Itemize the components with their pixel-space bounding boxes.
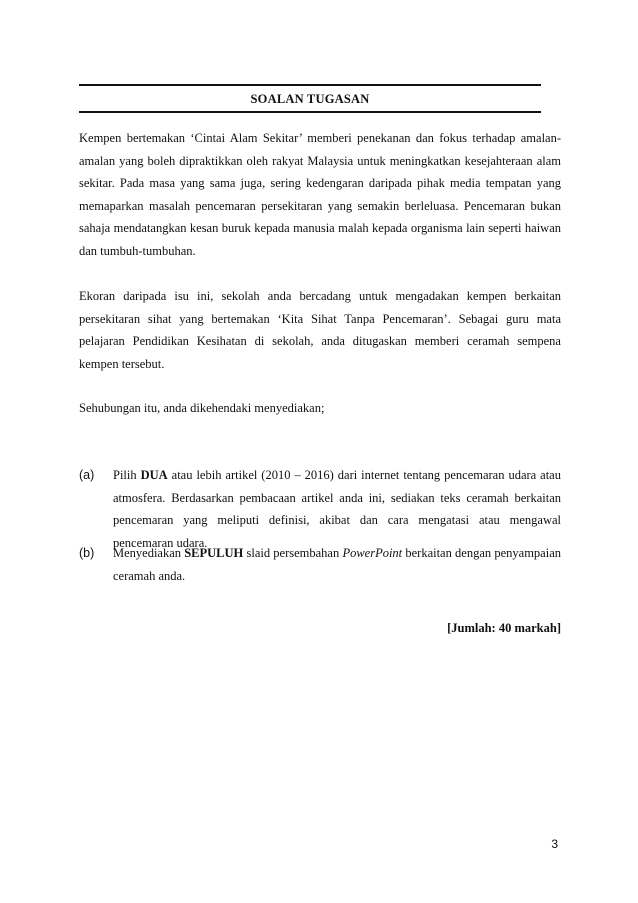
item-b-italic: PowerPoint (342, 546, 403, 560)
item-b-text-after: berkaitan dengan penyampaian ceramah anda. (113, 546, 561, 583)
item-a-marker: (a) (79, 468, 95, 482)
title-bottom-rule (79, 111, 541, 113)
title-top-rule (79, 84, 541, 86)
item-b-marker: (b) (79, 546, 95, 560)
total-marks: [Jumlah: 40 markah] (447, 621, 561, 635)
item-a-text-after: atau lebih artikel (2010 – 2016) dari internet tentang pencemaran udara atau atmosfera. Berdasarkan pembacaan artikel anda ini, sediakan teks ceramah berkaitan pencemaran yang meliputi definisi, akibat dan cara mengatasi atau mengawal pencemaran udara. (113, 468, 561, 550)
item-a-text (113, 464, 561, 554)
document-title: SOALAN TUGASAN (250, 92, 370, 106)
item-a-text-before: Pilih (113, 468, 141, 482)
page-number: 3 (551, 837, 558, 851)
item-b-text-before: Menyediakan (113, 546, 185, 560)
paragraph-intro: Kempen bertemakan ‘Cintai Alam Sekitar’ memberi penekanan dan fokus terhadap amalan-amalan yang boleh dipraktikkan oleh rakyat Malaysia untuk meningkatkan kesejahteraan alam sekitar. Pada masa yang sama juga, sering kedengaran daripada pihak media tempatan yang memaparkan masalah pencemaran persekitaran yang semakin berleluasa. Pencemaran bukan sahaja mendatangkan kesan buruk kepada manusia malah kepada organisma lain seperti haiwan dan tumbuh-tumbuhan. (79, 131, 561, 258)
paragraph-context: Ekoran daripada isu ini, sekolah anda bercadang untuk mengadakan kempen berkaitan persekitaran sihat yang bertemakan ‘Kita Sihat Tanpa Pencemaran’. Sebagai guru mata pelajaran Pendidikan Kesihatan di sekolah, anda ditugaskan memberi ceramah sempena kempen tersebut. (79, 289, 561, 371)
item-b-text (113, 542, 561, 587)
item-b-bold: SEPULUH (184, 546, 244, 560)
item-b-text-middle: slaid persembahan (243, 546, 343, 560)
paragraph-instruction: Sehubungan itu, anda dikehendaki menyediakan; (79, 401, 325, 415)
item-a-bold: DUA (140, 468, 168, 482)
